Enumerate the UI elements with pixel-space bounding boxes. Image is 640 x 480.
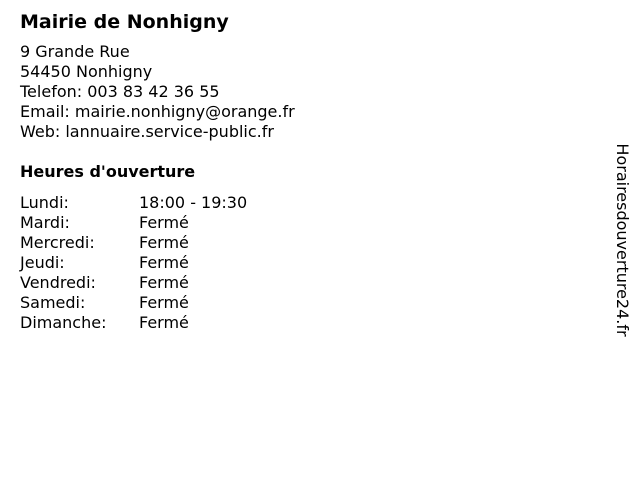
hours-day-label: Vendredi: bbox=[20, 273, 96, 292]
hours-row-dimanche bbox=[20, 313, 580, 333]
opening-hours-table bbox=[20, 193, 580, 333]
hours-day-label: Samedi: bbox=[20, 293, 86, 312]
hours-day-value: Fermé bbox=[139, 313, 189, 332]
hours-day-value: Fermé bbox=[139, 213, 189, 232]
hours-day-value: Fermé bbox=[139, 233, 189, 252]
opening-hours-heading: Heures d'ouverture bbox=[20, 162, 196, 181]
hours-row-samedi bbox=[20, 293, 580, 313]
hours-row-mardi bbox=[20, 213, 580, 233]
hours-day-label: Mercredi: bbox=[20, 233, 95, 252]
hours-day-label: Mardi: bbox=[20, 213, 70, 232]
hours-day-label: Jeudi: bbox=[20, 253, 65, 272]
address-block bbox=[20, 42, 580, 142]
address-email: Email: mairie.nonhigny@orange.fr bbox=[20, 102, 295, 121]
hours-day-value: Fermé bbox=[139, 253, 189, 272]
address-city: 54450 Nonhigny bbox=[20, 62, 153, 81]
hours-day-label: Lundi: bbox=[20, 193, 69, 212]
page-title: Mairie de Nonhigny bbox=[20, 11, 229, 33]
hours-day-value: Fermé bbox=[139, 293, 189, 312]
business-card bbox=[20, 8, 580, 333]
site-watermark: Horairesdouverture24.fr bbox=[613, 143, 632, 337]
hours-day-label: Dimanche: bbox=[20, 313, 107, 332]
address-web: Web: lannuaire.service-public.fr bbox=[20, 122, 274, 141]
address-phone: Telefon: 003 83 42 36 55 bbox=[20, 82, 220, 101]
hours-row-mercredi bbox=[20, 233, 580, 253]
hours-row-lundi bbox=[20, 193, 580, 213]
hours-row-jeudi bbox=[20, 253, 580, 273]
hours-day-value: 18:00 - 19:30 bbox=[139, 193, 248, 212]
hours-day-value: Fermé bbox=[139, 273, 189, 292]
hours-row-vendredi bbox=[20, 273, 580, 293]
address-street: 9 Grande Rue bbox=[20, 42, 130, 61]
